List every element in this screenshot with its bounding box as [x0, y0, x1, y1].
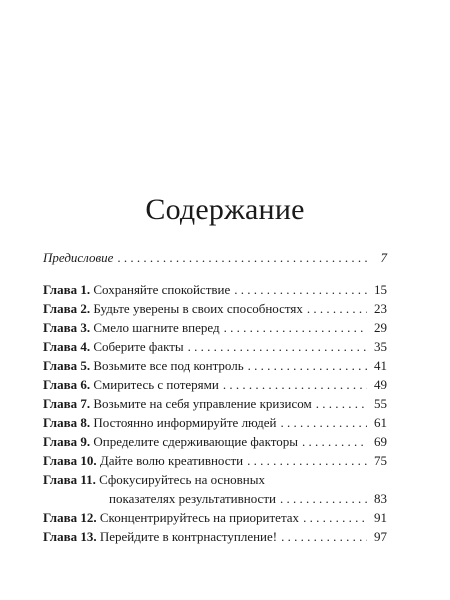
dot-leader — [188, 337, 367, 356]
chapter-title: Возьмите все под контроль — [93, 358, 244, 373]
toc-entry-preface — [43, 248, 387, 267]
chapter-number: Глава 10. — [43, 453, 97, 468]
chapter-number: Глава 11. — [43, 472, 96, 487]
toc-entry — [43, 280, 387, 299]
toc-entry — [43, 451, 387, 470]
toc-entry — [43, 508, 387, 527]
chapter-title: Сфокусируйтесь на основных — [99, 472, 265, 487]
chapter-title: Сконцентрируйтесь на приоритетах — [99, 510, 300, 525]
toc-page-number: 7 — [380, 250, 387, 265]
chapter-number: Глава 4. — [43, 339, 91, 354]
chapter-number: Глава 1. — [43, 282, 91, 297]
toc-page-number: 97 — [374, 529, 387, 544]
chapter-title: Будьте уверены в своих способностях — [93, 301, 303, 316]
dot-leader — [303, 508, 367, 527]
toc-entry — [43, 527, 387, 546]
toc-entry — [43, 394, 387, 413]
toc-page-number: 41 — [374, 358, 387, 373]
chapter-title: Смело шагните вперед — [93, 320, 220, 335]
toc-page-number: 23 — [374, 301, 387, 316]
chapter-number: Глава 2. — [43, 301, 91, 316]
toc-entry — [43, 432, 387, 451]
dot-leader — [247, 451, 367, 470]
chapter-number: Глава 6. — [43, 377, 91, 392]
toc-entry — [43, 413, 387, 432]
dot-leader — [234, 280, 367, 299]
toc-entry — [43, 299, 387, 318]
chapter-title: Дайте волю креативности — [99, 453, 244, 468]
page-title: Содержание — [145, 193, 305, 226]
toc-entry — [43, 337, 387, 356]
chapter-number: Глава 13. — [43, 529, 97, 544]
dot-leader — [248, 356, 367, 375]
toc-page-number: 91 — [374, 510, 387, 525]
toc-entry-label: Предисловие — [43, 250, 114, 265]
dot-leader — [223, 375, 367, 394]
toc-entry — [43, 375, 387, 394]
chapter-title: Соберите факты — [93, 339, 184, 354]
toc-page-number: 15 — [374, 282, 387, 297]
chapter-title: Возьмите на себя управление кризисом — [93, 396, 312, 411]
dot-leader — [302, 432, 367, 451]
chapter-number: Глава 8. — [43, 415, 91, 430]
chapter-title: Перейдите в контрнаступление! — [99, 529, 278, 544]
toc-entry — [43, 318, 387, 337]
dot-leader — [117, 248, 367, 267]
dot-leader — [280, 489, 367, 508]
dot-leader — [316, 394, 367, 413]
chapter-title: Сохраняйте спокойствие — [93, 282, 231, 297]
dot-leader — [224, 318, 367, 337]
toc-page-number: 35 — [374, 339, 387, 354]
toc-entry-continuation — [43, 489, 387, 508]
chapter-number: Глава 7. — [43, 396, 91, 411]
dot-leader — [281, 527, 367, 546]
chapter-title-continued: показателях результативности — [109, 491, 276, 506]
dot-leader — [307, 299, 367, 318]
toc-page-number: 49 — [374, 377, 387, 392]
table-of-contents — [43, 248, 387, 546]
chapter-number: Глава 3. — [43, 320, 91, 335]
toc-page-number: 29 — [374, 320, 387, 335]
toc-page-number: 61 — [374, 415, 387, 430]
chapter-title: Смиритесь с потерями — [93, 377, 219, 392]
chapter-title: Постоянно информируйте людей — [93, 415, 277, 430]
toc-page-number: 75 — [374, 453, 387, 468]
chapter-number: Глава 5. — [43, 358, 91, 373]
chapter-number: Глава 12. — [43, 510, 97, 525]
chapter-number: Глава 9. — [43, 434, 91, 449]
toc-entry — [43, 356, 387, 375]
chapter-title: Определите сдерживающие факторы — [93, 434, 298, 449]
toc-page-number: 69 — [374, 434, 387, 449]
dot-leader — [280, 413, 367, 432]
toc-page-number: 83 — [374, 491, 387, 506]
toc-page-number: 55 — [374, 396, 387, 411]
toc-entry-multiline — [43, 470, 387, 508]
